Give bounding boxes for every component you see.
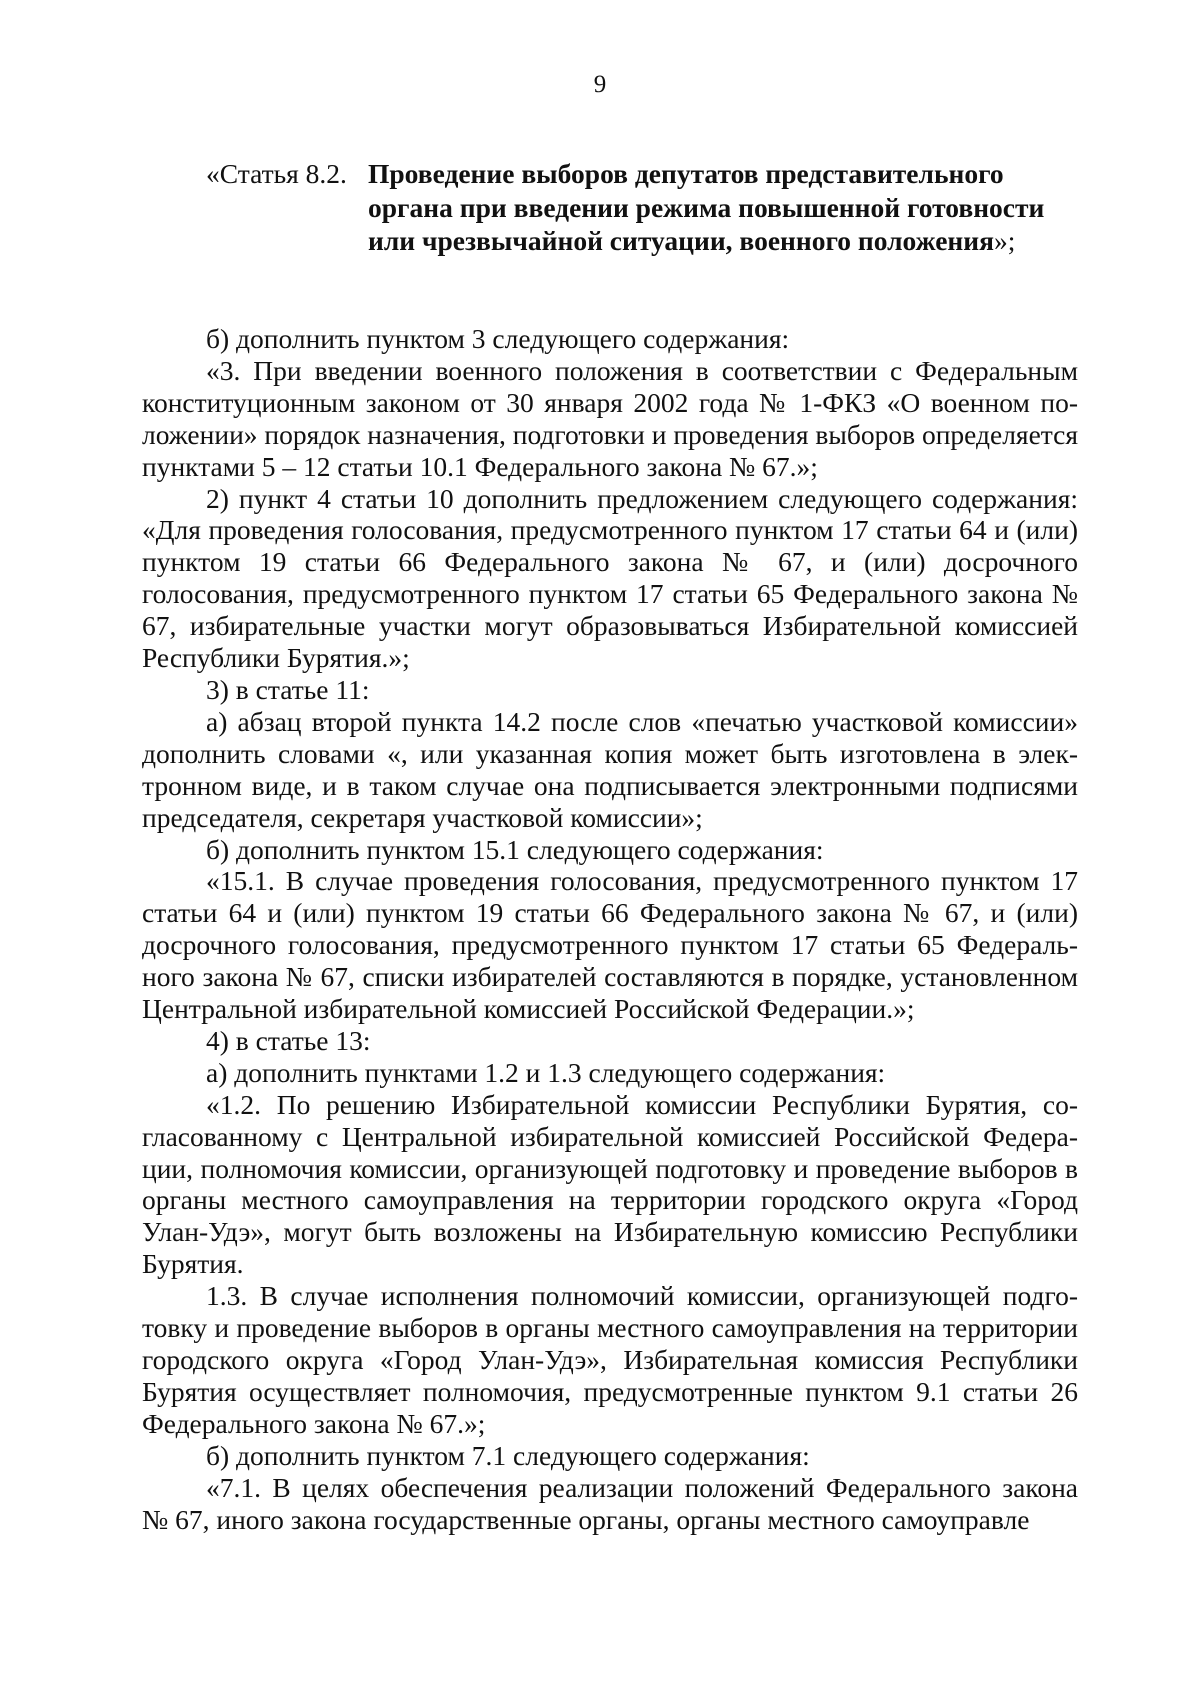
article-title <box>368 157 1048 258</box>
article-title-tail: »; <box>993 225 1016 256</box>
article-title-bold: Проведение выборов депутатов представительного органа при введении режима повышенной готовности или чрезвычайной ситуации, военного положения <box>368 158 1045 256</box>
paragraph: «7.1. В целях обеспечения реализации положений Федерального закона № 67, иного закона государственные органы, органы местного самоуправле <box>142 1471 1078 1535</box>
paragraph: а) абзац второй пункта 14.2 после слов «печатью участковой комиссии» дополнить словами «, или указанная копия может быть изготовлена в электронном виде, и в таком случае она подписывается электронными подписями председателя, секретаря участковой комиссии»; <box>142 705 1078 833</box>
page-number: 9 <box>593 71 607 98</box>
paragraph: «3. При введении военного положения в соответствии с Федеральным конституционным законом от 30 января 2002 года № 1-ФКЗ «О военном положении» порядок назначения, подготовки и проведения выборов определяется пунктами 5 – 12 статьи 10.1 Федерального закона № 67.»; <box>142 354 1078 482</box>
article-heading <box>206 157 1106 258</box>
paragraph: а) дополнить пунктами 1.2 и 1.3 следующего содержания: <box>206 1056 886 1088</box>
paragraph: «1.2. По решению Избирательной комиссии Республики Бурятия, согласованному с Центральной избирательной комиссией Российской Федерации, полномочия комиссии, организующей подготовку и проведение выборов в органы местного самоуправления на территории городского округа «Город Улан-Удэ», могут быть возложены на Избирательную комиссию Республики Бурятия. <box>142 1088 1078 1280</box>
article-label: «Статья 8.2. <box>206 158 347 189</box>
paragraph: 4) в статье 13: <box>206 1024 371 1056</box>
paragraph: б) дополнить пунктом 3 следующего содержания: <box>206 323 790 354</box>
document-body <box>142 323 1078 1535</box>
paragraph: б) дополнить пунктом 7.1 следующего содержания: <box>206 1439 810 1471</box>
paragraph: 3) в статье 11: <box>206 673 370 705</box>
paragraph: 2) пункт 4 статьи 10 дополнить предложением следующего содержания: «Для проведения голосования, предусмотренного пунктом 17 статьи 64 и (или) пунктом 19 статьи 66 Федерального закона № 67, и (или) досрочного голосования, предусмотренного пунктом 17 статьи 65 Федерального закона № 67, избирательные участки могут образовываться Избирательной комиссией Республики Бурятия.»; <box>142 482 1078 674</box>
paragraph: «15.1. В случае проведения голосования, предусмотренного пунктом 17 статьи 64 и (или) пунктом 19 статьи 66 Федерального закона № 67, и (или) досрочного голосования, предусмотренного пунктом 17 статьи 65 Федерального закона № 67, списки избирателей составляются в порядке, установленном Центральной избирательной комиссией Российской Федерации.»; <box>142 865 1078 1025</box>
paragraph: б) дополнить пунктом 15.1 следующего содержания: <box>206 833 824 865</box>
paragraph: 1.3. В случае исполнения полномочий комиссии, организующей подготовку и проведение выборов в органы местного самоуправления на территории городского округа «Город Улан-Удэ», Избирательная комиссия Республики Бурятия осуществляет полномочия, предусмотренные пунктом 9.1 статьи 26 Федерального закона № 67.»; <box>142 1280 1078 1439</box>
